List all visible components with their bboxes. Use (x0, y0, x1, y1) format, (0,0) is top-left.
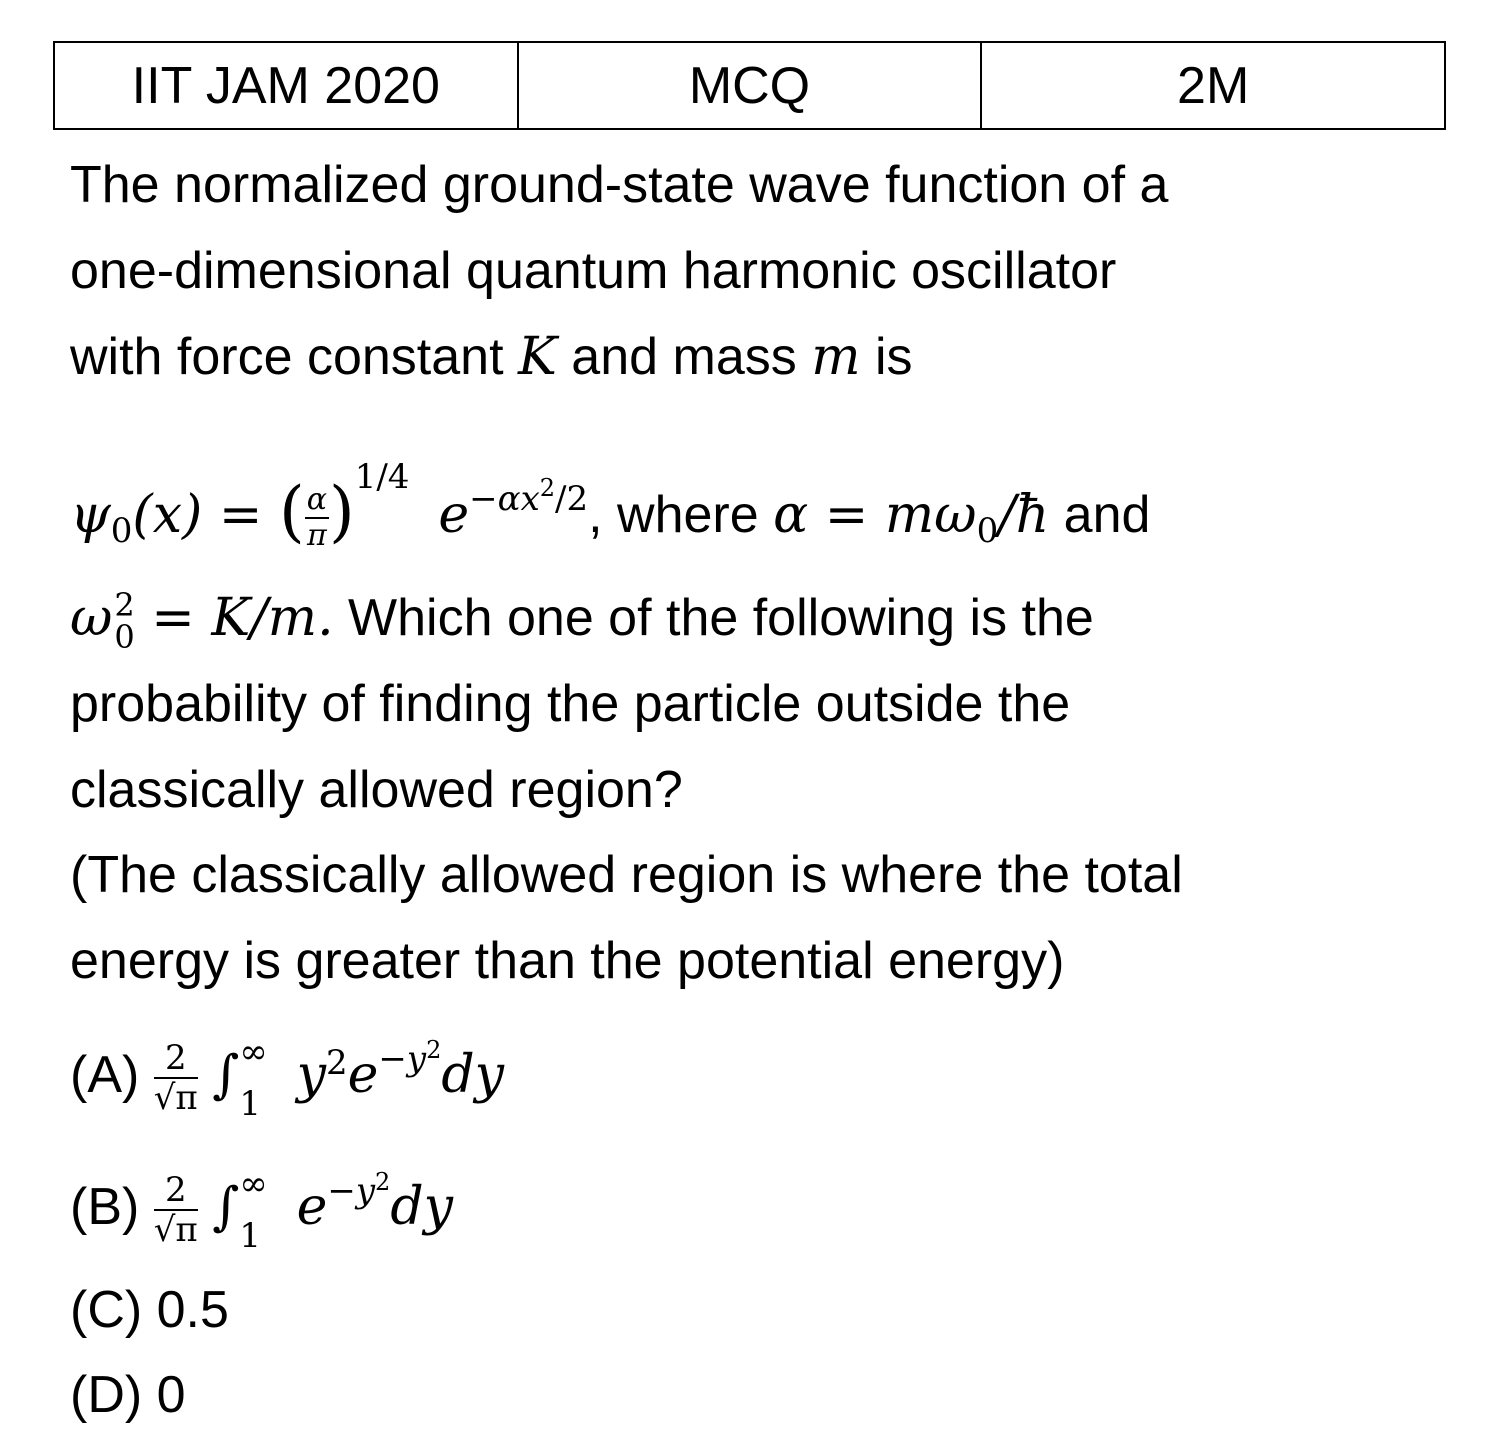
question-line-8: (The classically allowed region is where the total (70, 846, 1183, 904)
header-table (53, 41, 1446, 130)
alpha-over-pi: $\frac{\alpha}{\pi}$ (306, 482, 327, 554)
question-line-6: probability of finding the particle outside the (70, 675, 1071, 733)
option-c[interactable]: (C) 0.5 (70, 1281, 229, 1339)
two-over-root-pi: $\frac{2}{√\pi}$ (153, 1170, 198, 1251)
option-a[interactable]: (A) $\frac{2}{√\pi}$ ∫ ∞ 1 $y^2e^{-y2}dy$ (70, 1030, 504, 1129)
question-line-7: classically allowed region? (70, 761, 683, 819)
marks-cell: 2M (981, 42, 1445, 129)
question-type-cell: MCQ (518, 42, 982, 129)
question-line-2: one-dimensional quantum harmonic oscillator (70, 242, 1117, 300)
integral-sign: ∫ (212, 1045, 240, 1105)
exam-cell: IIT JAM 2020 (54, 42, 518, 129)
option-b[interactable]: (B) $\frac{2}{√\pi}$ ∫ ∞ 1 $e^{-y2}dy$ (70, 1162, 453, 1261)
question-line-3: with force constant K and mass m is (70, 327, 913, 387)
question-line-9: energy is greater than the potential energy) (70, 932, 1065, 990)
wave-function-equation: ψ0(x) = ( $\frac{\alpha}{\pi}$ )$^{1/4}$ $e^{-\alpha x2/2}$, where α = mω0/ħ and (70, 457, 1151, 554)
two-over-root-pi: $\frac{2}{√\pi}$ (153, 1038, 198, 1119)
option-d[interactable]: (D) 0 (70, 1366, 186, 1424)
question-line-5: ω 2 0 = K/m. Which one of the following is the (70, 586, 1094, 657)
integral-sign: ∫ (212, 1177, 240, 1237)
question-line-1: The normalized ground-state wave function of a (70, 156, 1169, 214)
